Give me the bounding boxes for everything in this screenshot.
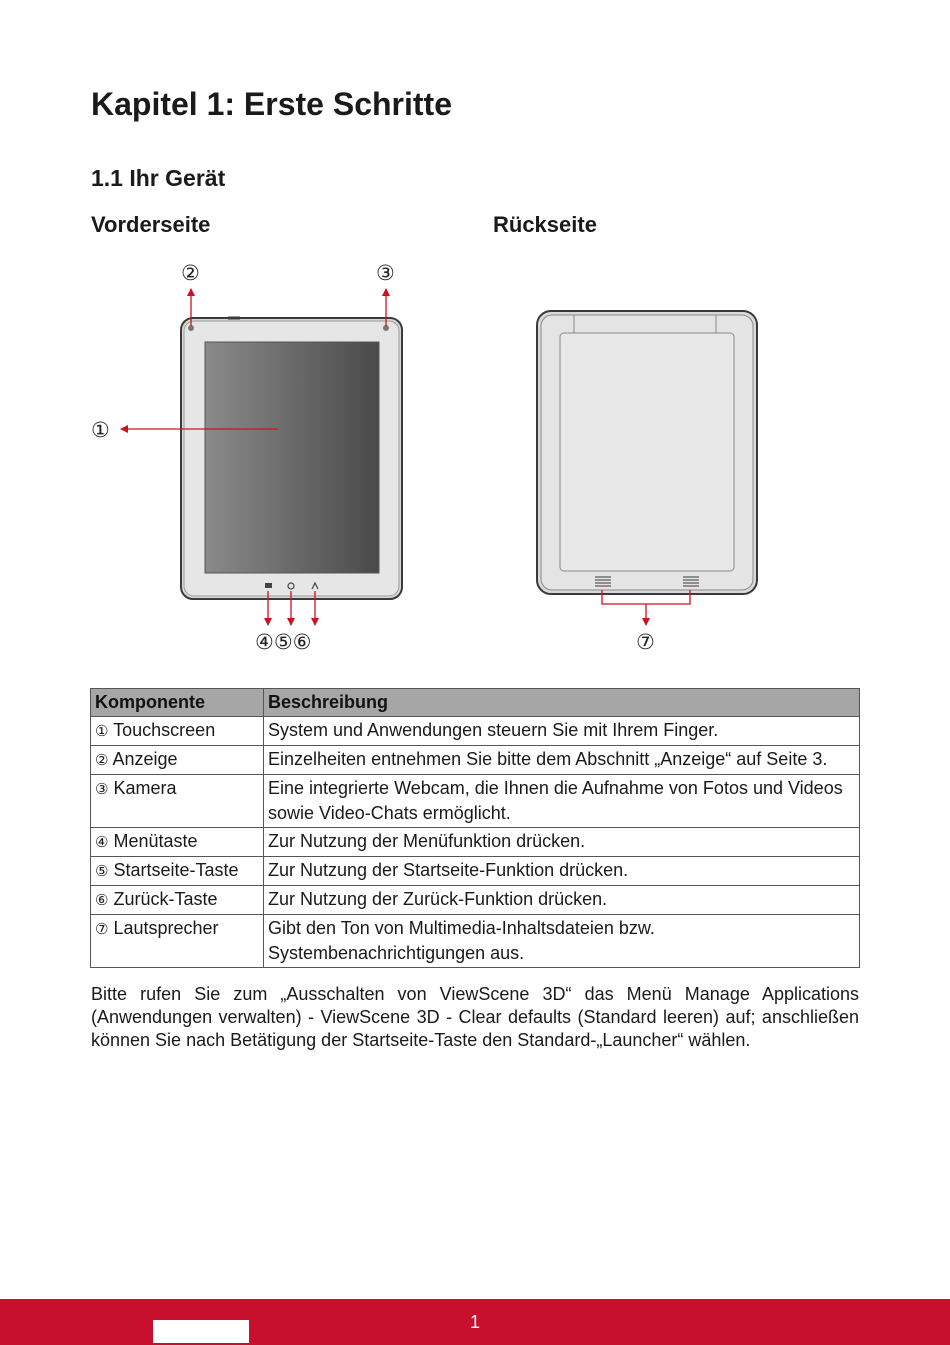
section-title: 1.1 Ihr Gerät xyxy=(91,165,226,191)
table-row xyxy=(91,857,860,886)
component-name: Startseite-Taste xyxy=(113,860,239,880)
callout-4-5-6: ④⑤⑥ xyxy=(255,630,312,654)
table-row xyxy=(91,746,860,775)
back-device xyxy=(537,311,757,594)
device-illustration xyxy=(0,250,950,670)
note-paragraph: Bitte rufen Sie zum „Ausschalten von ViewScene 3D“ das Menü Manage Applications (Anwendungen verwalten) - ViewScene 3D - Clear defaults (Standard leeren) auf; anschließen können Sie nach Betätigung der Startseite-Taste den Standard-„Launcher“ wählen. xyxy=(91,984,859,1050)
component-cell xyxy=(91,746,264,775)
table-header-row xyxy=(91,689,860,717)
component-cell xyxy=(91,886,264,915)
component-number: ⑤ xyxy=(95,862,109,880)
callout-3: ③ xyxy=(376,261,395,285)
component-name: Anzeige xyxy=(112,749,178,769)
component-number: ⑦ xyxy=(95,920,109,938)
menu-button-icon xyxy=(265,583,272,588)
callout-2: ② xyxy=(181,261,200,285)
component-number: ⑥ xyxy=(95,891,109,909)
chapter-title: Kapitel 1: Erste Schritte xyxy=(91,86,452,122)
description-cell: Einzelheiten entnehmen Sie bitte dem Abschnitt „Anzeige“ auf Seite 3. xyxy=(264,746,860,775)
front-device xyxy=(181,318,402,599)
component-cell xyxy=(91,915,264,968)
touchscreen xyxy=(205,342,379,573)
table-row xyxy=(91,886,860,915)
component-cell xyxy=(91,775,264,828)
front-view-label: Vorderseite xyxy=(91,212,211,237)
table-row xyxy=(91,915,860,968)
description-cell: Gibt den Ton von Multimedia-Inhaltsdateien bzw. Systembenachrichtigungen aus. xyxy=(264,915,860,968)
page-number: 1 xyxy=(469,1312,480,1332)
table-row xyxy=(91,717,860,746)
description-cell: Zur Nutzung der Startseite-Funktion drücken. xyxy=(264,857,860,886)
footer-bar xyxy=(0,1299,950,1345)
component-name: Touchscreen xyxy=(113,720,216,740)
back-view-label: Rückseite xyxy=(493,212,597,237)
component-number: ② xyxy=(95,751,109,769)
table-row xyxy=(91,828,860,857)
description-cell: Zur Nutzung der Zurück-Funktion drücken. xyxy=(264,886,860,915)
component-table xyxy=(90,688,860,968)
component-name: Menütaste xyxy=(113,831,198,851)
callout-7: ⑦ xyxy=(636,630,655,654)
component-cell xyxy=(91,828,264,857)
component-number: ④ xyxy=(95,833,109,851)
component-name: Lautsprecher xyxy=(113,918,219,938)
description-cell: Eine integrierte Webcam, die Ihnen die Aufnahme von Fotos und Videos sowie Video-Chats ermöglicht. xyxy=(264,775,860,828)
component-name: Zurück-Taste xyxy=(113,889,218,909)
description-cell: Zur Nutzung der Menüfunktion drücken. xyxy=(264,828,860,857)
component-name: Kamera xyxy=(113,778,177,798)
component-number: ③ xyxy=(95,780,109,798)
component-number: ① xyxy=(95,722,109,740)
column-header-description: Beschreibung xyxy=(264,689,860,717)
column-header-component: Komponente xyxy=(91,689,264,717)
component-cell xyxy=(91,857,264,886)
callout-1: ① xyxy=(91,418,110,442)
table-row xyxy=(91,775,860,828)
description-cell: System und Anwendungen steuern Sie mit Ihrem Finger. xyxy=(264,717,860,746)
component-cell xyxy=(91,717,264,746)
